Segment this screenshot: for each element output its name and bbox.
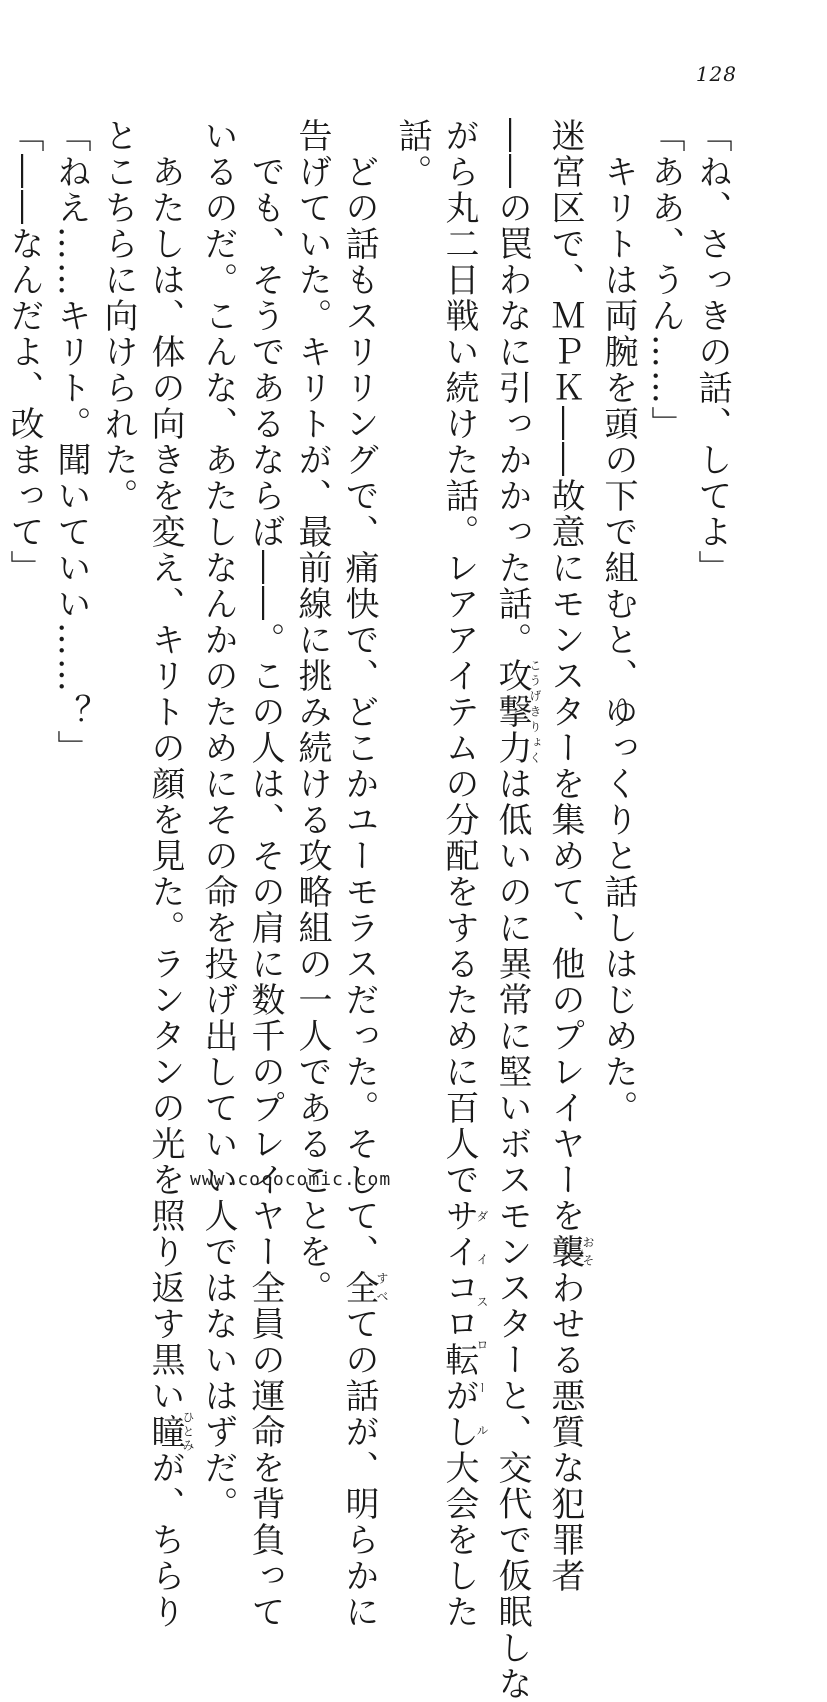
ruby-reading: ひとみ bbox=[181, 1411, 195, 1453]
text-line: がら丸二日戦い続けた話。レアアイテムの分配をするために百人でサイコロ転がしダイスロール大会をした bbox=[439, 118, 489, 1630]
text-line: どの話もスリリングで、痛快で、どこかユーモラスだった。そして、全すべての話が、明らかに bbox=[339, 118, 389, 1630]
text-line: 「ねえ……キリト。聞いていい……？」 bbox=[51, 118, 91, 766]
ruby-annotation: 全すべ bbox=[339, 1270, 389, 1306]
ruby-annotation: 瞳ひとみ bbox=[145, 1411, 195, 1453]
ruby-annotation: 攻撃力こうげきりょく bbox=[492, 658, 542, 766]
ruby-annotation: サイコロ転がしダイスロール bbox=[439, 1198, 489, 1450]
text-line: ――の罠わなに引っかかった話。攻撃力こうげきりょくは低いのに異常に堅いボスモンスターと、交代で仮眠しな bbox=[492, 118, 542, 1702]
ruby-reading: こうげきりょく bbox=[528, 658, 542, 766]
text-line: 迷宮区で、ＭＰＫ――故意にモンスターを集めて、他のプレイヤーを襲おそわせる悪質な犯罪者 bbox=[545, 118, 595, 1594]
text-line: いるのだ。こんな、あたしなんかのためにその命を投げ出していい人ではないはずだ。 bbox=[198, 118, 238, 1522]
text-line: キリトは両腕を頭の下で組むと、ゆっくりと話しはじめた。 bbox=[598, 118, 638, 1126]
text-line: 「――なんだよ、改まって」 bbox=[4, 118, 44, 586]
text-line: とこちらに向けられた。 bbox=[98, 118, 138, 514]
text-line: 告げていた。キリトが、最前線に挑み続ける攻略組の一人であることを。 bbox=[292, 118, 332, 1306]
text-line: 「ああ、うん……」 bbox=[645, 118, 685, 442]
text-line: 「ね、さっきの話、してよ」 bbox=[692, 118, 732, 586]
footer-watermark-url: www.cococomic.com bbox=[190, 1169, 392, 1190]
text-line: あたしは、体の向きを変え、キリトの顔を見た。ランタンの光を照り返す黒い瞳ひとみが、ちらり bbox=[145, 118, 195, 1630]
ruby-reading: ダイスロール bbox=[475, 1198, 489, 1450]
text-line: でも、そうであるならば――。この人は、その肩に数千のプレイヤー全員の運命を背負って bbox=[245, 118, 285, 1630]
ruby-reading: おそ bbox=[581, 1234, 595, 1270]
ruby-reading: すべ bbox=[375, 1270, 389, 1306]
text-line: 話。 bbox=[392, 118, 432, 190]
page-number: 128 bbox=[695, 62, 737, 86]
ruby-annotation: 襲おそ bbox=[545, 1234, 595, 1270]
